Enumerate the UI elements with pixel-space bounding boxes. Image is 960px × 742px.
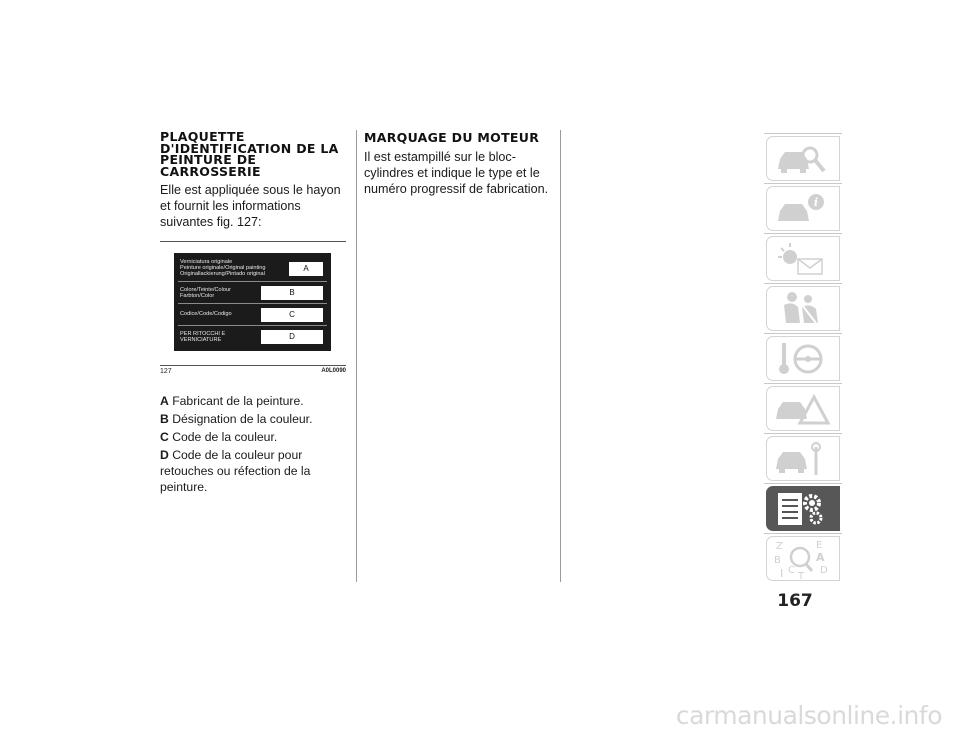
legend-key: D [160, 448, 169, 462]
legend-key: A [160, 394, 169, 408]
car-hazard-triangle-icon [772, 389, 832, 429]
plate-row-d-line-2: VERNICIATURE [180, 337, 222, 344]
plate-row-a-line-3: Originallackierung/Pintado original [180, 271, 265, 278]
plate-box-b: B [261, 286, 323, 300]
left-column [160, 128, 346, 497]
plate-separator [178, 303, 327, 304]
index-letter: T [798, 571, 805, 579]
figure-127 [160, 241, 346, 380]
tab-servicing-maintenance[interactable] [764, 433, 842, 483]
index-letter: A [816, 551, 825, 564]
tab-emergency[interactable] [764, 383, 842, 433]
legend-item [160, 447, 346, 495]
car-magnifier-icon [772, 139, 832, 179]
figure-caption [160, 368, 346, 380]
page-number: 167 [777, 591, 813, 611]
index-letter: B [774, 555, 781, 566]
technical-data-gear-icon [772, 489, 832, 529]
index-letter: D [820, 565, 828, 576]
tab-safety-warnings[interactable] [764, 233, 842, 283]
plate-box-d: D [261, 330, 323, 344]
tab-safety[interactable] [764, 283, 842, 333]
plate-box-a: A [289, 262, 323, 276]
plate-box-c: C [261, 308, 323, 322]
legend-item [160, 429, 346, 445]
index-letter: I [780, 567, 784, 579]
watermark: carmanualsonline.info [675, 701, 942, 730]
figure-code: A0L0090 [321, 368, 346, 374]
legend-text: Désignation de la couleur. [172, 412, 313, 426]
tab-get-to-know-car[interactable] [764, 133, 842, 183]
engine-marking-body: Il est estampillé sur le bloc-cylindres et indique le type et le numéro progressif de fabrication. [364, 149, 549, 196]
figure-number: 127 [160, 368, 172, 375]
car-info-icon [772, 189, 832, 229]
paint-plate-intro: Elle est appliquée sous le hayon et fournit les informations suivantes fig. 127: [160, 183, 341, 229]
index-letter: Z [776, 541, 783, 552]
legend-text: Fabricant de la peinture. [172, 394, 304, 408]
figure-top-rule [160, 241, 346, 242]
plate-row-c-line-1: Codice/Code/Codigo [180, 311, 232, 317]
legend-text: Code de la couleur. [172, 430, 278, 444]
column-divider-left [356, 130, 357, 582]
seat-safety-icon [772, 289, 832, 329]
tab-technical-specifications[interactable] [764, 483, 842, 533]
legend-item [160, 393, 346, 409]
paint-identification-plate [174, 253, 331, 351]
legend-key: C [160, 430, 169, 444]
index-letter: E [816, 540, 823, 551]
column-divider-right [560, 130, 561, 582]
legend-text: Code de la couleur pour retouches ou réfection de la peinture. [160, 448, 311, 494]
plate-separator [178, 281, 327, 282]
legend-item [160, 411, 346, 427]
tab-starting-driving[interactable] [764, 333, 842, 383]
plate-row-a-line-2: Peinture originale/Original painting [180, 265, 266, 272]
plate-row-a-line-1: Verniciatura originale [180, 259, 233, 265]
plate-row-b-line-2: Farbton/Color [180, 293, 215, 300]
figure-legend [160, 393, 346, 495]
warning-lights-icon [772, 239, 832, 279]
legend-key: B [160, 412, 169, 426]
plate-row-d-line-1: PER RITOCCHI E [180, 331, 226, 337]
alphabetical-index-icon [772, 539, 832, 579]
plate-row-b-line-1: Colore/Teinte/Colour [180, 287, 231, 293]
paint-plate-heading: PLAQUETTE D'IDENTIFICATION DE LA PEINTURE DE CARROSSERIE [160, 129, 339, 179]
figure-bottom-rule [160, 365, 346, 366]
chapter-tabs [764, 133, 842, 583]
svg-text:i: i [813, 196, 819, 209]
plate-separator [178, 325, 327, 326]
engine-marking-heading: MARQUAGE DU MOTEUR [364, 130, 540, 145]
car-wrench-icon [772, 439, 832, 479]
tab-index[interactable] [764, 533, 842, 583]
middle-column [364, 128, 552, 197]
tab-knowing-instrument-panel[interactable] [764, 183, 842, 233]
index-letter: C [788, 565, 795, 576]
key-steering-wheel-icon [772, 339, 832, 379]
